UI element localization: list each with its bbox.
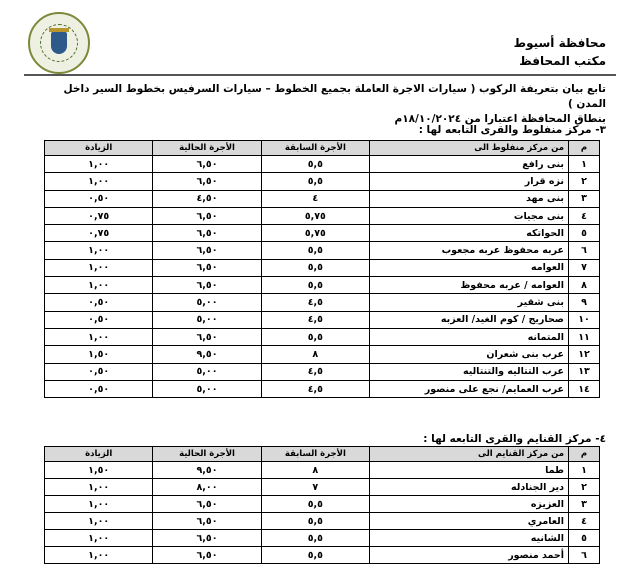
col-new-price-header: الأجرة الحالية [153, 141, 261, 156]
old-fare: ٤ [261, 190, 369, 207]
row-number: ٩ [569, 294, 600, 311]
table-row [45, 156, 600, 173]
table-header-row [45, 141, 600, 156]
route-destination: بنى مهد [370, 190, 569, 207]
route-destination: بنى رافع [370, 156, 569, 173]
old-fare: ٥,٥ [261, 530, 369, 547]
route-destination: طما [370, 462, 569, 479]
fare-increase: ١,٠٠ [45, 496, 153, 513]
seal-shield [51, 32, 67, 54]
fare-table-qanayem [44, 446, 600, 564]
fare-increase: ١,٠٠ [45, 277, 153, 294]
fare-increase: ١,٠٠ [45, 328, 153, 345]
route-destination: العوامه [370, 259, 569, 276]
new-fare: ٥,٠٠ [153, 294, 261, 311]
new-fare: ٦,٥٠ [153, 496, 261, 513]
row-number: ١٣ [569, 363, 600, 380]
row-number: ١٠ [569, 311, 600, 328]
route-destination: العزيزه [370, 496, 569, 513]
col-old-price-header: الأجرة السابقة [261, 447, 369, 462]
old-fare: ٨ [261, 346, 369, 363]
new-fare: ٨,٠٠ [153, 479, 261, 496]
route-destination: المتمانه [370, 328, 569, 345]
row-number: ٦ [569, 547, 600, 564]
header-divider [24, 74, 616, 76]
new-fare: ٦,٥٠ [153, 530, 261, 547]
row-number: ١ [569, 156, 600, 173]
new-fare: ٥,٠٠ [153, 380, 261, 397]
old-fare: ٥,٥ [261, 277, 369, 294]
row-number: ١١ [569, 328, 600, 345]
new-fare: ٩,٥٠ [153, 462, 261, 479]
route-destination: عربه محفوظ عربه مجعوب [370, 242, 569, 259]
table-row [45, 346, 600, 363]
fare-increase: ١,٥٠ [45, 346, 153, 363]
table-row [45, 173, 600, 190]
col-num-header: م [569, 447, 600, 462]
new-fare: ٤,٥٠ [153, 190, 261, 207]
route-destination: صحاريج / كوم الغيد/ العزبه [370, 311, 569, 328]
fare-table-manfalut [44, 140, 600, 398]
col-new-price-header: الأجرة الحالية [153, 447, 261, 462]
route-destination: بنى مجيات [370, 207, 569, 224]
old-fare: ٧ [261, 479, 369, 496]
row-number: ٦ [569, 242, 600, 259]
governorate-seal-icon [28, 12, 90, 74]
row-number: ٣ [569, 190, 600, 207]
row-number: ١٤ [569, 380, 600, 397]
new-fare: ٩,٥٠ [153, 346, 261, 363]
new-fare: ٦,٥٠ [153, 547, 261, 564]
fare-increase: ١,٥٠ [45, 462, 153, 479]
fare-increase: ١,٠٠ [45, 259, 153, 276]
row-number: ٧ [569, 259, 600, 276]
governorate-name: محافظة أسيوط [513, 36, 606, 50]
fare-increase: ١,٠٠ [45, 479, 153, 496]
table-row [45, 479, 600, 496]
old-fare: ٥,٧٥ [261, 207, 369, 224]
route-destination: الحواتكه [370, 225, 569, 242]
fare-increase: ١,٠٠ [45, 530, 153, 547]
office-name: مكتب المحافظ [519, 54, 606, 68]
fare-increase: ٠,٥٠ [45, 363, 153, 380]
old-fare: ٥,٥ [261, 259, 369, 276]
new-fare: ٦,٥٠ [153, 242, 261, 259]
old-fare: ٥,٥ [261, 328, 369, 345]
route-destination: عرب التتاليه والتنتاليه [370, 363, 569, 380]
old-fare: ٥,٧٥ [261, 225, 369, 242]
route-destination: عرب العمايم/ نجع على منصور [370, 380, 569, 397]
route-destination: نزه قرار [370, 173, 569, 190]
row-number: ١٢ [569, 346, 600, 363]
table-row [45, 277, 600, 294]
row-number: ١ [569, 462, 600, 479]
route-destination: العامري [370, 513, 569, 530]
new-fare: ٦,٥٠ [153, 513, 261, 530]
new-fare: ٦,٥٠ [153, 173, 261, 190]
new-fare: ٦,٥٠ [153, 156, 261, 173]
fare-increase: ١,٠٠ [45, 242, 153, 259]
row-number: ٥ [569, 225, 600, 242]
row-number: ٤ [569, 513, 600, 530]
old-fare: ٥,٥ [261, 156, 369, 173]
table-row [45, 207, 600, 224]
fare-increase: ٠,٧٥ [45, 225, 153, 242]
new-fare: ٦,٥٠ [153, 225, 261, 242]
col-increase-header: الزيادة [45, 447, 153, 462]
section1-title: ٣- مركز منفلوط والقرى التابعه لها : [418, 124, 606, 136]
table-row [45, 225, 600, 242]
table-row [45, 496, 600, 513]
new-fare: ٥,٠٠ [153, 363, 261, 380]
old-fare: ٤,٥ [261, 363, 369, 380]
old-fare: ٤,٥ [261, 380, 369, 397]
col-old-price-header: الأجرة السابقة [261, 141, 369, 156]
table-row [45, 242, 600, 259]
table-row [45, 380, 600, 397]
fare-increase: ١,٠٠ [45, 547, 153, 564]
title-line-2: بنطاق المحافظة اعتبارا من ١٨/١٠/٢٠٢٤م [394, 113, 606, 125]
title-line-1: تابع بيان بتعريفة الركوب ( سيارات الاجرة العاملة بجميع الخطوط – سيارات السرفيس بخطوط السير داخل المدن ) [63, 83, 606, 110]
new-fare: ٦,٥٠ [153, 328, 261, 345]
table-row [45, 259, 600, 276]
fare-increase: ١,٠٠ [45, 173, 153, 190]
new-fare: ٦,٥٠ [153, 207, 261, 224]
col-num-header: م [569, 141, 600, 156]
office-title [514, 34, 606, 70]
table-row [45, 547, 600, 564]
table-row [45, 363, 600, 380]
fare-increase: ٠,٥٠ [45, 190, 153, 207]
table-row [45, 462, 600, 479]
col-route-header: من مركز القنايم الى [370, 447, 569, 462]
row-number: ٢ [569, 173, 600, 190]
old-fare: ٤,٥ [261, 294, 369, 311]
new-fare: ٦,٥٠ [153, 259, 261, 276]
new-fare: ٥,٠٠ [153, 311, 261, 328]
fare-increase: ٠,٥٠ [45, 380, 153, 397]
old-fare: ٥,٥ [261, 513, 369, 530]
fare-increase: ١,٠٠ [45, 156, 153, 173]
route-destination: الشانيه [370, 530, 569, 547]
old-fare: ٨ [261, 462, 369, 479]
fare-increase: ٠,٥٠ [45, 294, 153, 311]
old-fare: ٥,٥ [261, 496, 369, 513]
old-fare: ٤,٥ [261, 311, 369, 328]
table-header-row [45, 447, 600, 462]
fare-increase: ١,٠٠ [45, 513, 153, 530]
old-fare: ٥,٥ [261, 547, 369, 564]
row-number: ٨ [569, 277, 600, 294]
row-number: ٣ [569, 496, 600, 513]
row-number: ٤ [569, 207, 600, 224]
col-increase-header: الزيادة [45, 141, 153, 156]
table-row [45, 328, 600, 345]
new-fare: ٦,٥٠ [153, 277, 261, 294]
row-number: ٥ [569, 530, 600, 547]
route-destination: دير الجنادله [370, 479, 569, 496]
table-row [45, 311, 600, 328]
table-row [45, 190, 600, 207]
table-row [45, 530, 600, 547]
route-destination: العوامه / عربه محفوظ [370, 277, 569, 294]
col-route-header: من مركز منفلوط الى [370, 141, 569, 156]
old-fare: ٥,٥ [261, 173, 369, 190]
document-title [46, 82, 606, 127]
old-fare: ٥,٥ [261, 242, 369, 259]
section2-title: ٤- مركز القنايم والقرى التابعه لها : [423, 433, 606, 445]
fare-increase: ٠,٥٠ [45, 311, 153, 328]
document-header [0, 8, 640, 72]
route-destination: عرب بنى شعران [370, 346, 569, 363]
route-destination: أحمد منصور [370, 547, 569, 564]
fare-increase: ٠,٧٥ [45, 207, 153, 224]
row-number: ٢ [569, 479, 600, 496]
route-destination: بنى شقير [370, 294, 569, 311]
table-row [45, 294, 600, 311]
table-row [45, 513, 600, 530]
